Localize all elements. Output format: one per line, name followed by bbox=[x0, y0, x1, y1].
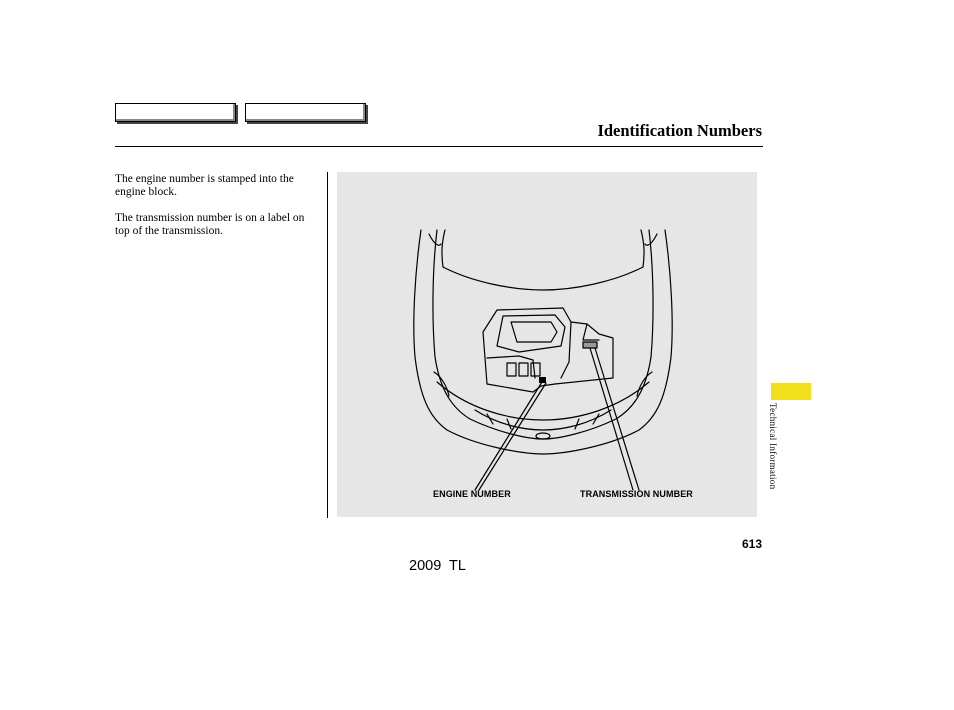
engine-number-paragraph: The engine number is stamped into the engine block. bbox=[115, 173, 294, 198]
page-title: Identification Numbers bbox=[597, 121, 762, 140]
transmission-number-paragraph: The transmission number is on a label on top of the transmission. bbox=[115, 212, 305, 237]
nav-button-1[interactable] bbox=[115, 103, 236, 122]
engine-bay-illustration bbox=[337, 172, 757, 517]
page-number: 613 bbox=[741, 537, 762, 551]
engine-number-label: ENGINE NUMBER bbox=[433, 489, 511, 499]
footer-model: 2009 TL bbox=[409, 558, 466, 574]
title-divider bbox=[115, 146, 763, 147]
column-divider bbox=[327, 172, 328, 518]
transmission-number-label: TRANSMISSION NUMBER bbox=[580, 489, 693, 499]
section-tab-marker bbox=[771, 383, 811, 400]
nav-button-2[interactable] bbox=[245, 103, 366, 122]
car-front-drawing bbox=[337, 172, 757, 517]
section-tab bbox=[768, 403, 788, 513]
section-tab-label: Technical Information bbox=[768, 403, 778, 490]
